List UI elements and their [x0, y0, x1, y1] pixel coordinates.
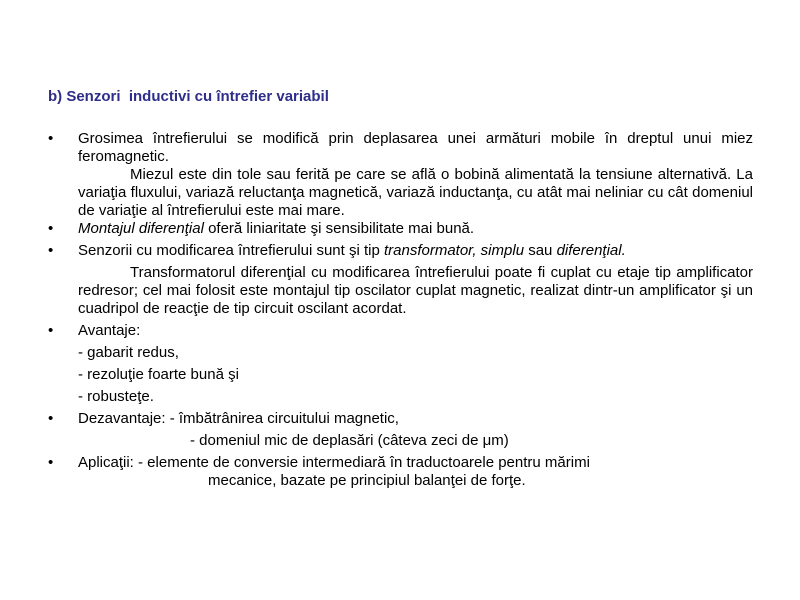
item-text: oferă liniaritate şi sensibilitate mai bună. [203, 220, 475, 237]
item-text: Dezavantaje: - îmbătrânirea circuitului magnetic, [78, 410, 399, 427]
sub-item: - rezoluţie foarte bună şi [78, 366, 239, 383]
list-item [48, 130, 753, 166]
item-text: Aplicaţii: - elemente de conversie intermediară în traductoarele pentru mărimi [78, 454, 590, 471]
bullet-icon: • [48, 322, 54, 339]
list-item [48, 322, 753, 340]
bullet-icon: • [48, 410, 54, 427]
bullet-icon: • [48, 130, 54, 147]
sub-item: - gabarit redus, [78, 344, 179, 361]
item-text: Senzorii cu modificarea întrefierului sunt şi tip [78, 242, 384, 259]
item-text: sau [524, 242, 557, 259]
bullet-list [48, 130, 753, 490]
item-text: Grosimea întrefierului se modifică prin deplasarea unei armături mobile în dreptul unui miez feromagnetic. [78, 130, 753, 165]
item-continuation: mecanice, bazate pe principiul balanţei de forţe. [208, 472, 526, 489]
list-item [48, 220, 753, 238]
item-continuation: - domeniul mic de deplasări (câteva zeci de μm) [190, 432, 509, 449]
item-continuation: Miezul este din tole sau ferită pe care se află o bobină alimentată la tensiune alternativă. La variaţia fluxului, variază reluctanţa magnetică, variază inductanţa, cu atât mai neliniar cu cât domeniul de variaţie al întrefierului este mai mare. [78, 166, 753, 219]
item-text-italic: transformator, simplu [383, 242, 525, 259]
item-text-italic: Montajul diferenţial [78, 220, 204, 237]
section-heading: b) Senzori inductivi cu întrefier variabil [48, 88, 329, 105]
bullet-icon: • [48, 242, 54, 259]
item-text-italic: diferenţial. [556, 242, 626, 259]
list-item [48, 242, 753, 260]
bullet-icon: • [48, 454, 54, 471]
list-item [48, 410, 753, 428]
sub-item: - robusteţe. [78, 388, 154, 405]
item-text: Avantaje: [78, 322, 141, 339]
list-item [48, 454, 753, 472]
item-continuation: Transformatorul diferenţial cu modificarea întrefierului poate fi cuplat cu etaje tip amplificator redresor; cel mai folosit este montajul tip oscilator cuplat magnetic, realizat dintr-un amplificator şi un cuadripol de reacţie de tip circuit oscilant acordat. [78, 264, 753, 317]
bullet-icon: • [48, 220, 54, 237]
